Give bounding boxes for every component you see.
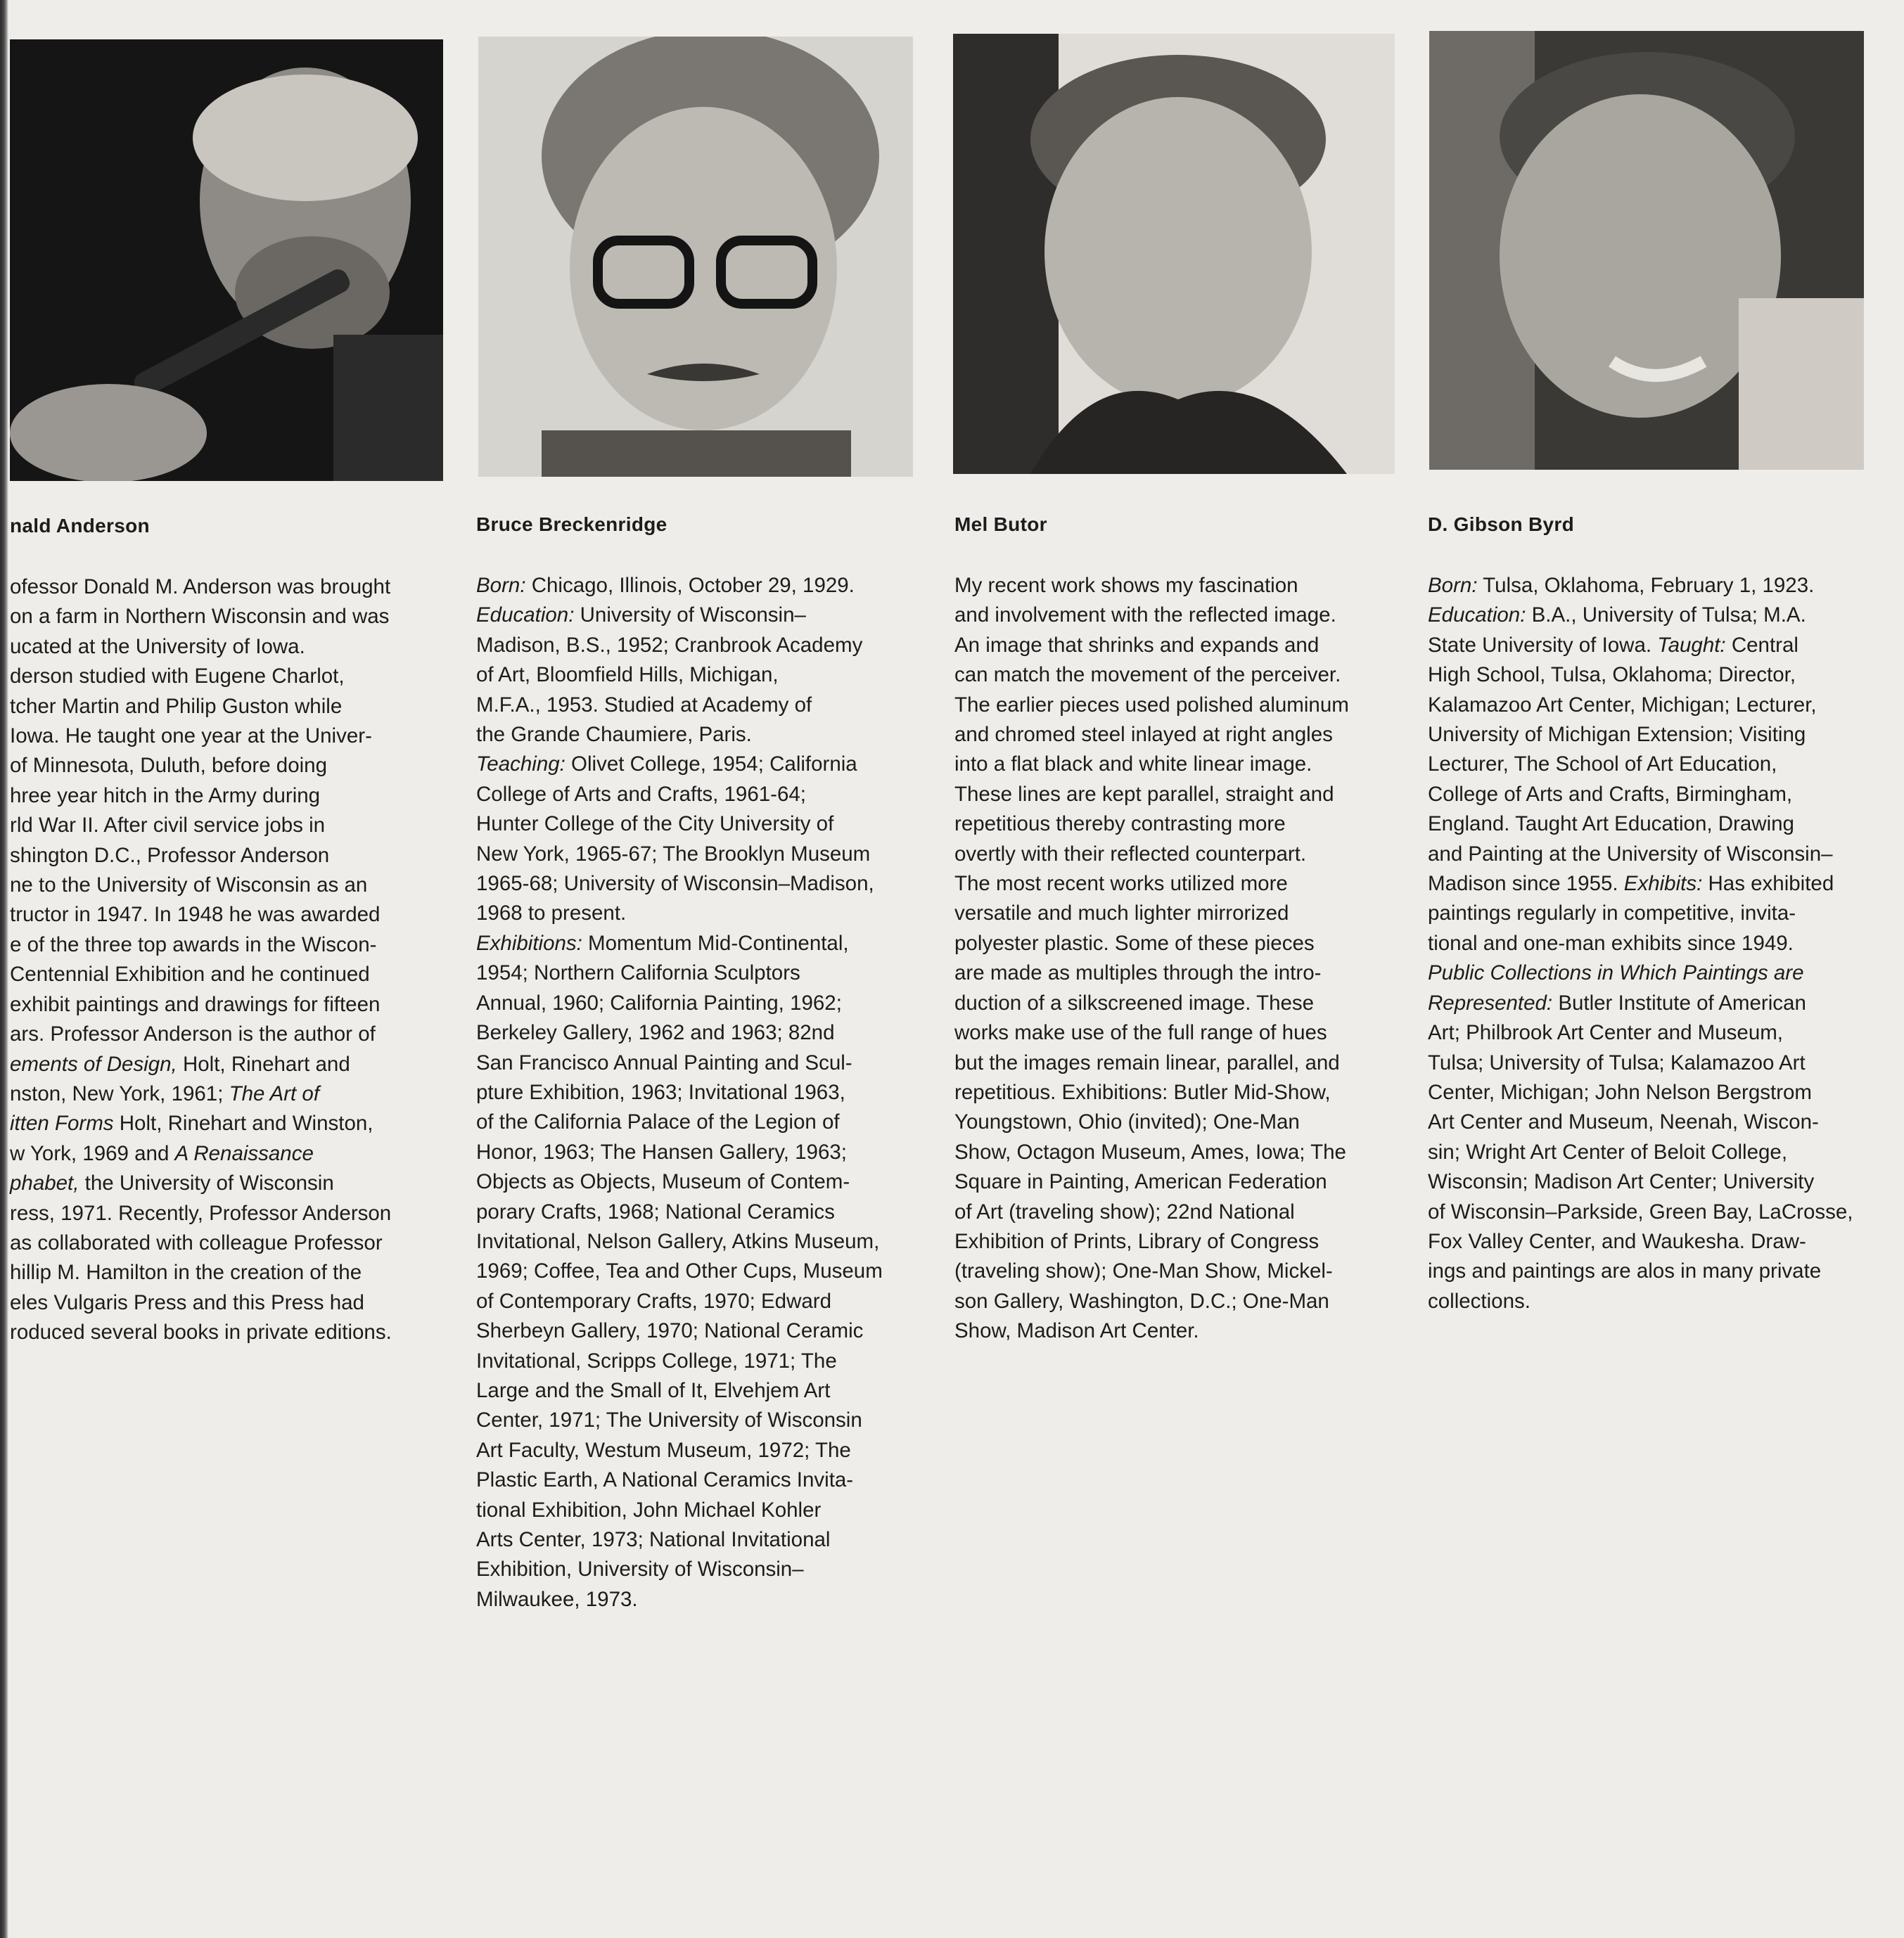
portrait-photo-anderson [10,39,443,481]
profile-butor [954,513,1412,1347]
profile-bio [1428,571,1899,1316]
bio-italic-run: Exhibits: [1623,872,1703,896]
bio-text-run: Butler Institute of American Art; Philbrook Art Center and Museum, Tulsa; University of Tulsa; Kalamazoo Art Center, Michigan; John Nelson Bergstrom Art Center and Museum, Neenah, Wiscon- sin; Wright Art Center of Beloit College, Wisconsin; Madison Art Center; University of Wisconsin–Parkside, Green Bay, LaCrosse, Fox Valley Center, and Waukesha. Draw- ings and paintings are alos in many private collections. [1428,991,1853,1313]
bio-text-run: Chicago, Illinois, October 29, 1929. [531,574,855,597]
bio-italic-run: Exhibitions: [476,931,582,955]
profile-breckenridge [476,513,940,1615]
bio-text-run: Holt, Rinehart and Winston, w York, 1969 and [10,1112,373,1165]
portrait-photo-byrd [1429,31,1864,470]
portrait-photo-breckenridge [478,37,913,477]
profile-bio [954,571,1412,1347]
portrait-photo-butor [953,34,1395,474]
bio-text-run: Has exhibited paintings regularly in competitive, invita- tional and one-man exhibits since 1949. [1428,872,1834,955]
bio-italic-run: Education: [476,603,575,627]
profile-bio [476,571,940,1615]
bio-italic-run: Teaching: [476,752,566,776]
bio-text-run: Central High School, Tulsa, Oklahoma; Director, Kalamazoo Art Center, Michigan; Lecturer, University of Michigan Extension; Visiting Lecturer, The School of Art Education, College of Arts and Crafts, Birmingham, England. Taught Art Education, Drawing and Painting at the University of Wisconsin– Madison since 1955. [1428,633,1833,896]
profile-byrd [1428,513,1899,1316]
profile-anderson [10,515,460,1348]
bio-italic-run: The Art of itten Forms [10,1082,320,1136]
bio-text-run: University of Wisconsin– Madison, B.S., 1952; Cranbrook Academy of Art, Bloomfield Hills, Michigan, M.F.A., 1953. Studied at Academy of the Grande Chaumiere, Paris. [476,603,863,747]
bio-italic-run: Born: [476,574,526,597]
bio-text-run: the University of Wisconsin ress, 1971. Recently, Professor Anderson as collaborated with colleague Professor hillip M. Hamilton in the creation of the eles Vulgaris Press and this Press had roduced several books in private editions. [10,1172,392,1345]
bio-text-run: Holt, Rinehart and nston, New York, 1961; [10,1052,350,1105]
bio-italic-run: ements of Design, [10,1052,177,1076]
profile-name: Mel Butor [954,513,1047,535]
profile-name: nald Anderson [10,515,150,537]
bio-italic-run: Born: [1428,574,1478,597]
bio-text-run: B.A., University of Tulsa; M.A. State University of Iowa. [1428,603,1806,657]
bio-text-run: Olivet College, 1954; California College of Arts and Crafts, 1961-64; Hunter College of the City University of New York, 1965-67; The Brooklyn Museum 1965-68; University of Wisconsin–Madison, 1968 to present. [476,752,874,925]
bio-text-run: Momentum Mid-Continental, 1954; Northern California Sculptors Annual, 1960; California Painting, 1962; Berkeley Gallery, 1962 and 1963; 82nd San Francisco Annual Painting and Scul- pture Exhibition, 1963; Invitational 1963, of the California Palace of the Legion of Honor, 1963; The Hansen Gallery, 1963; Objects as Objects, Museum of Contem- porary Crafts, 1968; National Ceramics Invitational, Nelson Gallery, Atkins Museum, 1969; Coffee, Tea and Other Cups, Museum of Contemporary Crafts, 1970; Edward Sherbeyn Gallery, 1970; National Ceramic Invitational, Scripps College, 1971; The Large and the Small of It, Elvehjem Art Center, 1971; The University of Wisconsin Art Faculty, Westum Museum, 1972; The Plastic Earth, A National Ceramics Invita- tional Exhibition, John Michael Kohler Arts Center, 1973; National Invitational Exhibition, University of Wisconsin– Milwaukee, 1973. [476,931,883,1611]
bio-italic-run: Public Collections in Which Paintings are Represented: [1428,961,1804,1015]
profile-name: Bruce Breckenridge [476,513,667,535]
book-binding [0,0,8,1938]
bio-italic-run: A Renaissance phabet, [10,1141,314,1195]
bio-text-run: My recent work shows my fascination and involvement with the reflected image. An image that shrinks and expands and can match the movement of the perceiver. The earlier pieces used polished aluminum and chromed steel inlayed at right angles into a flat black and white linear image. These lines are kept parallel, straight and repetitious thereby contrasting more overtly with their reflected counterpart. The most recent works utilized more versatile and much lighter mirrorized polyester plastic. Some of these pieces are made as multiples through the intro- duction of a silkscreened image. These works make use of the full range of hues but the images remain linear, parallel, and repetitious. Exhibitions: Butler Mid-Show, Youngstown, Ohio (invited); One-Man Show, Octagon Museum, Ames, Iowa; The Square in Painting, American Federation of Art (traveling show); 22nd National Exhibition of Prints, Library of Congress (traveling show); One-Man Show, Mickel- son Gallery, Washington, D.C.; One-Man Show, Madison Art Center. [954,574,1349,1343]
bio-text-run: ofessor Donald M. Anderson was brought on a farm in Northern Wisconsin and was ucated at the University of Iowa. derson studied with Eugene Charlot, tcher Martin and Philip Guston while Iowa. He taught one year at the Univer- of Minnesota, Duluth, before doing hree year hitch in the Army during rld War II. After civil service jobs in shington D.C., Professor Anderson ne to the University of Wisconsin as an tructor in 1947. In 1948 he was awarded e of the three top awards in the Wiscon- Centennial Exhibition and he continued exhibit paintings and drawings for fifteen ars. Professor Anderson is the author of [10,575,391,1046]
bio-text-run: Tulsa, Oklahoma, February 1, 1923. [1483,574,1815,597]
bio-italic-run: Taught: [1657,633,1726,657]
bio-italic-run: Education: [1428,603,1526,627]
profile-bio [10,572,460,1348]
profile-name: D. Gibson Byrd [1428,513,1574,535]
